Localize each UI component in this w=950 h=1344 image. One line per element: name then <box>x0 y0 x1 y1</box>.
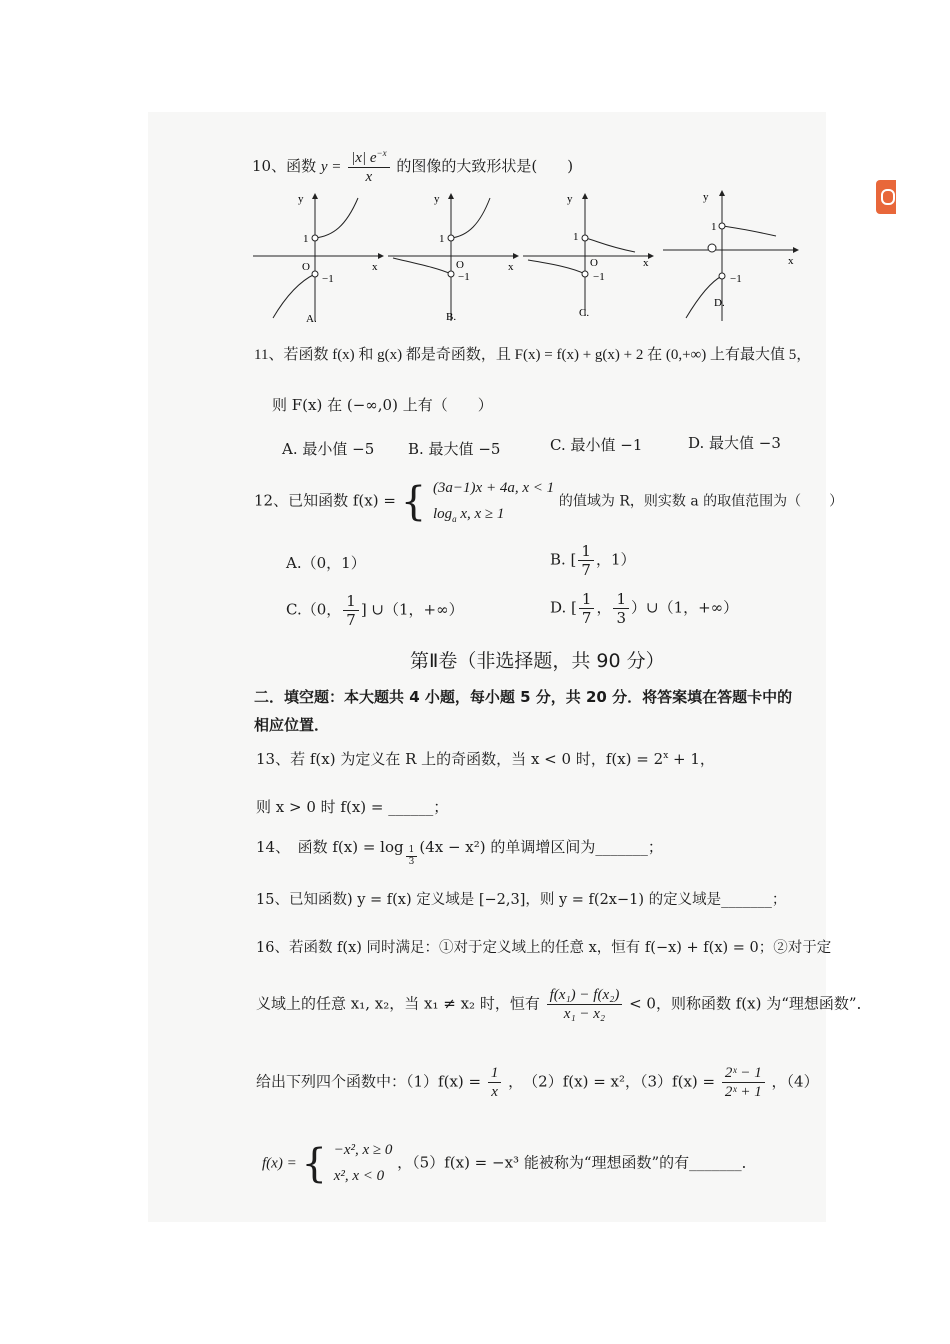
q16-piecewise: −x², x ≥ 0 x², x < 0 <box>333 1142 393 1184</box>
q16-line4: f(x) = { −x², x ≥ 0 x², x < 0 ，（5）f(x) = −x³ 能被称为“理想函数”的有_______． <box>262 1138 757 1189</box>
q12-option-b: B. [ $\frac{1}{7}$ ，1） <box>550 542 636 579</box>
svg-text:y: y <box>434 193 440 205</box>
svg-text:−1: −1 <box>458 271 470 283</box>
svg-text:y: y <box>567 193 573 205</box>
svg-text:y: y <box>703 191 709 203</box>
q16-line1: 16、若函数 f(x) 同时满足：①对于定义域上的任意 x，恒有 f(−x) + f(x) = 0；②对于定 <box>256 940 832 956</box>
q12-option-c: C.（0， $\frac{1}{7}$ ] ∪（1，+∞） <box>286 592 464 629</box>
q11-option-d: D. 最大值 −3 <box>688 434 781 452</box>
q11-option-b: B. 最大值 −5 <box>408 440 501 458</box>
q13-line2: 则 x > 0 时 f(x) = ______； <box>256 798 449 816</box>
graph-a-label: A. <box>306 313 317 325</box>
side-tab-icon[interactable] <box>876 180 896 214</box>
q12-option-a: A.（0，1） <box>286 554 366 572</box>
q11-line1: 11、若函数 f(x) 和 g(x) 都是奇函数，且 F(x) = f(x) + g(x) + 2 在 (0,+∞) 上有最大值 5， <box>254 347 812 363</box>
svg-text:x: x <box>788 255 794 267</box>
graph-a-o: O <box>302 261 310 273</box>
svg-text:−1: −1 <box>593 271 605 283</box>
svg-text:−1: −1 <box>730 273 742 285</box>
svg-text:1: 1 <box>573 231 579 243</box>
graph-a-x: x <box>372 261 378 273</box>
q16-line2: 义域上的任意 x₁, x₂，当 x₁ ≠ x₂ 时，恒有 $\frac{\text{f(x₁) − f(x₂)}}{\text{x₁ − x₂}}$ < 0，则称函数 f(x) 为“理想函数”． <box>256 987 872 1022</box>
svg-text:O: O <box>456 259 464 271</box>
svg-text:x: x <box>508 261 514 273</box>
q14: 14、 函数 f(x) = log $\frac{1}{3}$ (4x − x²) 的单调增区间为_______； <box>256 838 663 867</box>
graph-a-y: y <box>298 193 304 205</box>
q12-stem: 12、已知函数 f(x) = { (3a−1)x + 4a, x < 1 $\log_a x$, x ≥ 1 的值域为 R，则实数 a 的取值范围为（ ） <box>254 476 843 527</box>
svg-text:O: O <box>590 257 598 269</box>
q10-fraction: $\frac{|x| e^{-x}}{x}$ <box>348 148 389 186</box>
section2-line2: 相应位置． <box>254 716 330 734</box>
graph-b <box>388 193 518 323</box>
graph-d-label: D. <box>714 297 725 309</box>
q11-option-c: C. 最小值 −1 <box>550 436 643 454</box>
q10-stem: 10、函数 y = $\frac{|x| e^{-x}}{x}$ 的图像的大致形状是( ) <box>252 148 574 185</box>
svg-text:1: 1 <box>711 221 717 233</box>
graph-a-minus-one: −1 <box>322 273 334 285</box>
graph-d <box>663 191 798 321</box>
svg-text:1: 1 <box>439 233 445 245</box>
graph-c-label: C. <box>579 307 590 319</box>
graph-a-one: 1 <box>303 233 309 245</box>
graph-b-label: B. <box>446 311 457 323</box>
q11-option-a: A. 最小值 −5 <box>282 440 375 458</box>
q10-graphs <box>248 186 808 326</box>
q12-piecewise: (3a−1)x + 4a, x < 1 $\log_a x$, x ≥ 1 <box>432 480 555 524</box>
q13-line1: 13、若 f(x) 为定义在 R 上的奇函数，当 x < 0 时，$f(x) = 2^x + 1$， <box>256 750 715 768</box>
q16-line3: 给出下列四个函数中：（1）f(x) = $\frac{1}{x}$ ， （2）f(x) = x²，（3）f(x) = $\frac{\text{2ˣ − 1}}{\text{2ˣ + 1}}$ ，（4） <box>256 1065 819 1100</box>
q11-line2: 则 F(x) 在 (−∞,0) 上有（ ） <box>272 396 493 414</box>
q12-option-d: D. [ $\frac{1}{7}$ ， $\frac{1}{3}$ ）∪（1，+∞） <box>550 590 739 627</box>
part2-title: 第Ⅱ卷（非选择题，共 90 分） <box>410 650 665 672</box>
q15: 15、已知函数) y = f(x) 定义域是 [−2,3]，则 y = f(2x−1) 的定义域是_______； <box>256 892 787 908</box>
graph-a <box>253 193 383 325</box>
section2-line1: 二．填空题：本大题共 4 小题，每小题 5 分，共 20 分．将答案填在答题卡中的 <box>254 688 793 706</box>
svg-text:x: x <box>643 257 649 269</box>
graph-c <box>523 193 653 319</box>
